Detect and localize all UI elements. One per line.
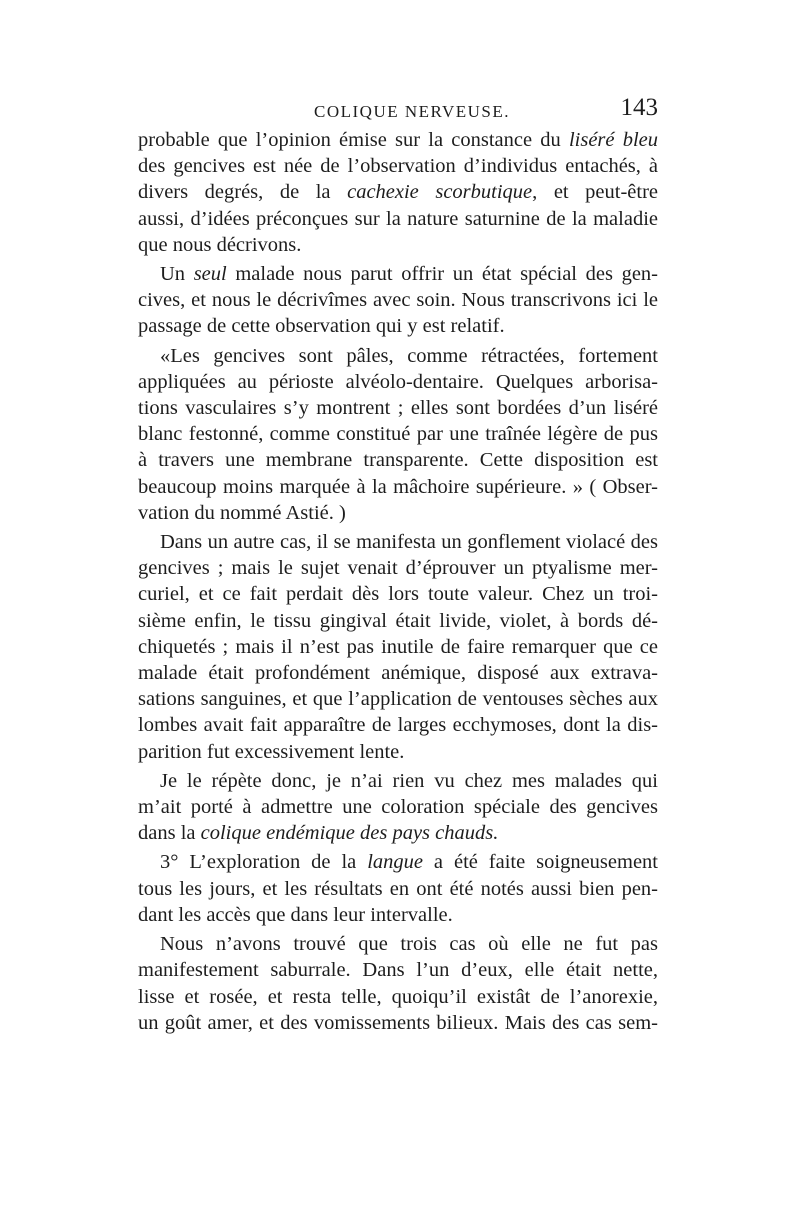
text-segment: beaucoup moins marquée à la mâchoire supérieure. » ( Obser- [138, 475, 658, 498]
text-line [138, 261, 658, 287]
text-segment: manifestement saburrale. Dans l’un d’eux, elle était nette, [138, 959, 658, 982]
page-number: 143 [620, 94, 658, 121]
text-line [138, 902, 658, 928]
text-segment: parition fut excessivement lente. [138, 740, 405, 763]
text-segment: lisse et rosée, et resta telle, quoiqu’il existât de l’anorexie, [138, 985, 658, 1008]
text-line [138, 581, 658, 607]
text-line [138, 712, 658, 738]
text-line [138, 820, 658, 846]
text-line [138, 421, 658, 447]
text-segment: «Les gencives sont pâles, comme rétractées, fortement [160, 344, 658, 367]
text-segment: dant les accès que dans leur intervalle. [138, 903, 453, 926]
text-line [138, 395, 658, 421]
text-line [138, 343, 658, 369]
text-segment: des gencives est née de l’observation d’individus entachés, à [138, 155, 658, 178]
text-segment: passage de cette observation qui y est relatif. [138, 315, 505, 338]
text-line [138, 447, 658, 473]
text-segment: vation du nommé Astié. ) [138, 501, 346, 524]
italic-text: colique endémique des pays chauds. [200, 822, 499, 845]
text-line [138, 500, 658, 526]
text-line [138, 931, 658, 957]
text-segment: sième enfin, le tissu gingival était livide, violet, à bords dé- [138, 609, 658, 632]
text-segment: que nous décrivons. [138, 233, 302, 256]
text-segment: probable que l’opinion émise sur la constance du [138, 129, 569, 151]
text-line [138, 957, 658, 983]
text-line [138, 984, 658, 1010]
text-line [138, 876, 658, 902]
text-segment: à travers une membrane transparente. Cette disposition est [138, 449, 658, 472]
text-line [138, 739, 658, 765]
text-segment: lombes avait fait apparaître de larges ecchymoses, dont la dis- [138, 714, 658, 737]
text-segment: 3° L’exploration de la [160, 851, 368, 874]
text-line [138, 127, 658, 153]
text-line [138, 768, 658, 794]
text-segment: , et peut-être [532, 181, 659, 204]
text-segment: tous les jours, et les résultats en ont été notés aussi bien pen- [138, 877, 658, 900]
text-segment: tions vasculaires s’y montrent ; elles sont bordées d’un liséré [138, 397, 658, 420]
italic-text: liséré bleu [568, 129, 658, 151]
text-line [138, 153, 658, 179]
text-line [138, 474, 658, 500]
text-line [138, 287, 658, 313]
italic-text: cachexie scorbutique [347, 181, 533, 204]
text-segment: malade était profondément anémique, disposé aux extrava- [138, 662, 658, 685]
body-text [138, 127, 658, 1036]
text-line [138, 232, 658, 258]
text-line [138, 529, 658, 555]
text-segment: aussi, d’idées préconçues sur la nature saturnine de la maladie [138, 207, 658, 230]
text-segment: Je le répète donc, je n’ai rien vu chez mes malades qui [160, 769, 658, 792]
text-segment: curiel, et ce fait perdait dès lors toute valeur. Chez un troi- [138, 583, 658, 606]
text-segment: m’ait porté à admettre une coloration spéciale des gencives [138, 796, 658, 819]
text-segment: Dans un autre cas, il se manifesta un gonflement violacé des [160, 531, 658, 554]
text-line [138, 686, 658, 712]
text-line [138, 206, 658, 232]
text-segment: un goût amer, et des vomissements bilieux. Mais des cas sem- [138, 1011, 658, 1034]
text-segment: divers degrés, de la [138, 181, 348, 204]
text-line [138, 794, 658, 820]
italic-text: seul [193, 263, 227, 286]
text-line [138, 313, 658, 339]
text-line [138, 608, 658, 634]
running-title: COLIQUE NERVEUSE. [314, 102, 511, 121]
italic-text: langue [367, 851, 423, 874]
text-segment: gencives ; mais le sujet venait d’éprouver un ptyalisme mer- [138, 557, 658, 580]
text-segment: blanc festonné, comme constitué par une traînée légère de pus [138, 423, 658, 446]
text-line [138, 555, 658, 581]
text-segment: Un [160, 263, 194, 286]
text-line [138, 1010, 658, 1036]
text-line [138, 634, 658, 660]
text-segment: cives, et nous le décrivîmes avec soin. Nous transcrivons ici le [138, 289, 658, 312]
text-segment: a été faite soigneusement [422, 851, 658, 874]
text-segment: appliquées au périoste alvéolo-dentaire. Quelques arborisa- [138, 370, 658, 393]
text-segment: sations sanguines, et que l’application de ventouses sèches aux [138, 688, 658, 711]
text-line [138, 660, 658, 686]
text-segment: Nous n’avons trouvé que trois cas où elle ne fut pas [160, 933, 658, 956]
text-line [138, 849, 658, 875]
text-segment: malade nous parut offrir un état spécial des gen- [226, 263, 658, 286]
page-header [138, 90, 658, 130]
text-line [138, 179, 658, 205]
text-segment: dans la [138, 822, 201, 845]
text-segment: chiquetés ; mais il n’est pas inutile de faire remarquer que ce [138, 635, 658, 658]
text-line [138, 369, 658, 395]
